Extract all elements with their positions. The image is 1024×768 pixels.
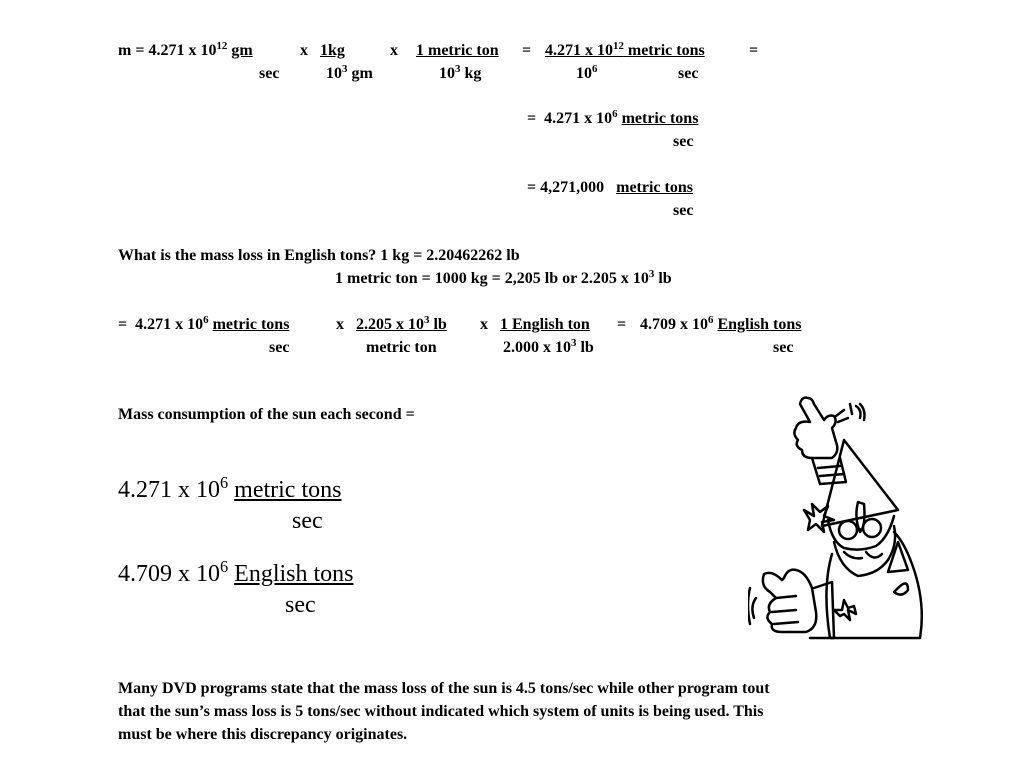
eq4-equals: =: [617, 316, 627, 333]
eq4-conv1: 2.205 x $10^3$ lb: [356, 314, 447, 333]
eq1-equals: =: [522, 42, 532, 59]
summary-english-den: sec: [285, 592, 316, 618]
eq4-conv2: 1 English ton: [500, 316, 590, 333]
footer-line-1: Many DVD programs state that the mass loss of the sun is 4.5 tons/sec while other program tout: [118, 680, 770, 697]
eq4-lhs: = 4.271 x $10^6$ metric tons: [118, 314, 290, 333]
eq1-x2: x: [390, 42, 398, 59]
eq1-lhs: m = 4.271 x 10: [118, 42, 217, 59]
eq4-result: 4.709 x $10^6$ English tons: [640, 314, 802, 333]
eq1-x1: x: [300, 42, 308, 59]
eq2-line: = 4.271 x $10^6$ metric tons: [527, 108, 699, 127]
eq1-den-sec: sec: [259, 65, 280, 82]
question-text: What is the mass loss in English tons? 1 kg = 2.20462262 lb: [118, 247, 520, 264]
eq4-den4: sec: [773, 339, 794, 356]
eq4-x2: x: [480, 316, 488, 333]
summary-heading: Mass consumption of the sun each second =: [118, 406, 415, 423]
wizard-thumbs-up-icon: [748, 392, 928, 642]
eq1-kg: 1kg: [320, 42, 345, 59]
summary-english: 4.709 x $10^6$ English tons: [118, 557, 354, 587]
eq1-den-sec2: sec: [678, 65, 699, 82]
eq1-den-gm: $10^3$ gm: [326, 63, 373, 82]
eq4-den1: sec: [269, 339, 290, 356]
eq3-den: sec: [673, 202, 694, 219]
summary-metric-den: sec: [292, 508, 323, 534]
eq3-line: = 4,271,000 metric tons: [527, 179, 693, 196]
eq2-den: sec: [673, 133, 694, 150]
eq1-rhs: 4.271 x $10^{12}$ metric tons: [545, 40, 705, 59]
eq1-metric-ton: 1 metric ton: [416, 42, 499, 59]
eq1-den-six: $10^6$: [576, 63, 598, 82]
question-line2: 1 metric ton = 1000 kg = 2,205 lb or 2.205 x $10^3$ lb: [335, 268, 672, 287]
eq1-numerator-line: m = 4.271 x $10^{12}$ gm: [118, 40, 253, 59]
eq1-equals-end: =: [749, 42, 759, 59]
eq1-den-kg: $10^3$ kg: [439, 63, 482, 82]
footer-line-3: must be where this discrepancy originates.: [118, 726, 408, 743]
eq1-gm: gm: [231, 42, 253, 59]
eq4-x1: x: [336, 316, 344, 333]
eq4-den3: 2.000 x $10^3$ lb: [503, 337, 594, 356]
eq4-den2: metric ton: [366, 339, 437, 356]
summary-metric: 4.271 x $10^6$ metric tons: [118, 473, 342, 503]
footer-line-2: that the sun’s mass loss is 5 tons/sec without indicated which system of units is being used. This: [118, 703, 764, 720]
